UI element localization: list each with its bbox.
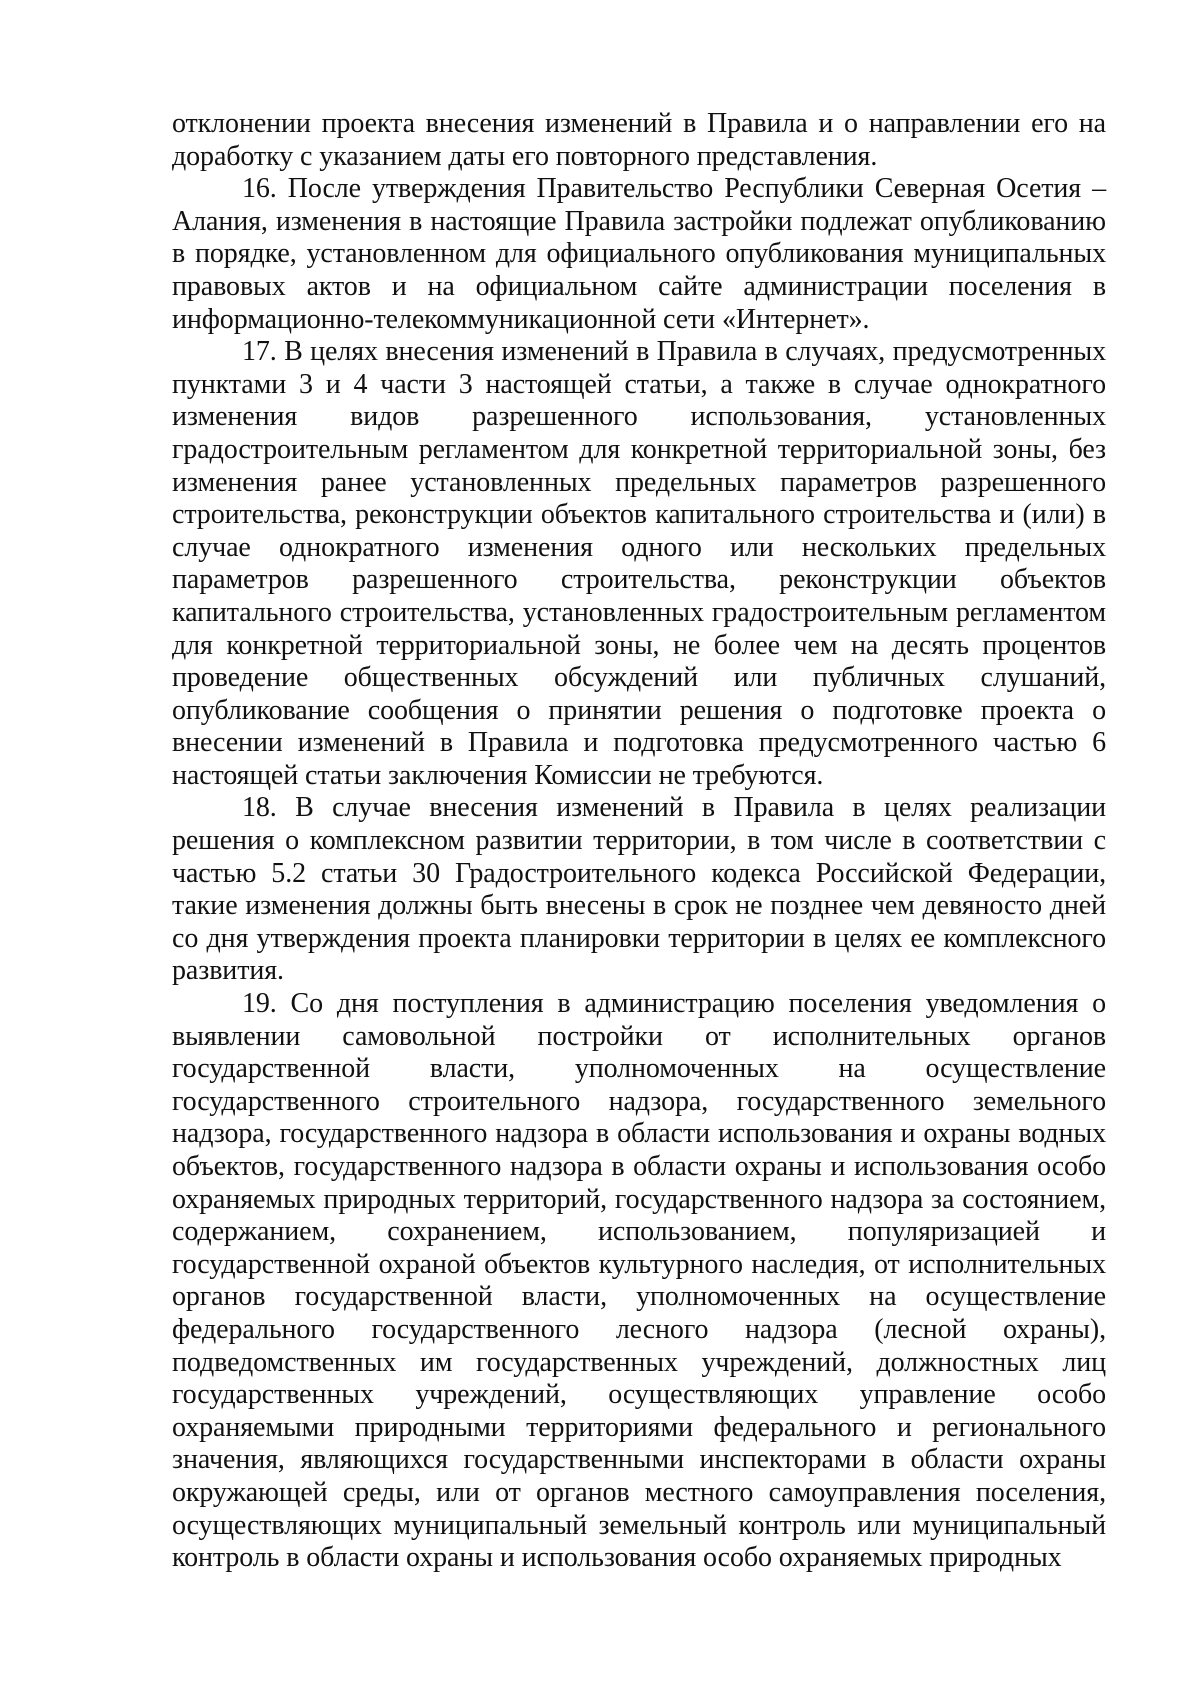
- paragraph-19: 19. Со дня поступления в администрацию поселения уведомления о выявлении самовольной постройки от исполнительных органов государственной власти, уполномоченных на осуществление государственного строительного надзора, государственного земельного надзора, государственного надзора в области использования и охраны водных объектов, государственного надзора в области охраны и использования особо охраняемых природных территорий, государственного надзора за состоянием, содержанием, сохранением, использованием, популяризацией и государственной охраной объектов культурного наследия, от исполнительных органов государственной власти, уполномоченных на осуществление федерального государственного лесного надзора (лесной охраны), подведомственных им государственных учреждений, должностных лиц государственных учреждений, осуществляющих управление особо охраняемыми природными территориями федерального и регионального значения, являющихся государственными инспекторами в области охраны окружающей среды, или от органов местного самоуправления поселения, осуществляющих муниципальный земельный контроль или муниципальный контроль в области охраны и использования особо охраняемых природных: [172, 988, 1106, 1574]
- document-page: [172, 108, 1106, 1575]
- paragraph-15-continuation: отклонении проекта внесения изменений в Правила и о направлении его на доработку с указанием даты его повторного представления.: [172, 108, 1106, 172]
- paragraph-18: 18. В случае внесения изменений в Правила в целях реализации решения о комплексном развитии территории, в том числе в соответствии с частью 5.2 статьи 30 Градостроительного кодекса Российской Федерации, такие изменения должны быть внесены в срок не позднее чем девяносто дней со дня утверждения проекта планировки территории в целях ее комплексного развития.: [172, 792, 1106, 987]
- paragraph-17: 17. В целях внесения изменений в Правила в случаях, предусмотренных пунктами 3 и 4 части 3 настоящей статьи, а также в случае однократного изменения видов разрешенного использования, установленных градостроительным регламентом для конкретной территориальной зоны, без изменения ранее установленных предельных параметров разрешенного строительства, реконструкции объектов капитального строительства и (или) в случае однократного изменения одного или нескольких предельных параметров разрешенного строительства, реконструкции объектов капитального строительства, установленных градостроительным регламентом для конкретной территориальной зоны, не более чем на десять процентов проведение общественных обсуждений или публичных слушаний, опубликование сообщения о принятии решения о подготовке проекта о внесении изменений в Правила и подготовка предусмотренного частью 6 настоящей статьи заключения Комиссии не требуются.: [172, 336, 1106, 791]
- paragraph-16: 16. После утверждения Правительство Республики Северная Осетия – Алания, изменения в настоящие Правила застройки подлежат опубликованию в порядке, установленном для официального опубликования муниципальных правовых актов и на официальном сайте администрации поселения в информационно-телекоммуникационной сети «Интернет».: [172, 173, 1106, 335]
